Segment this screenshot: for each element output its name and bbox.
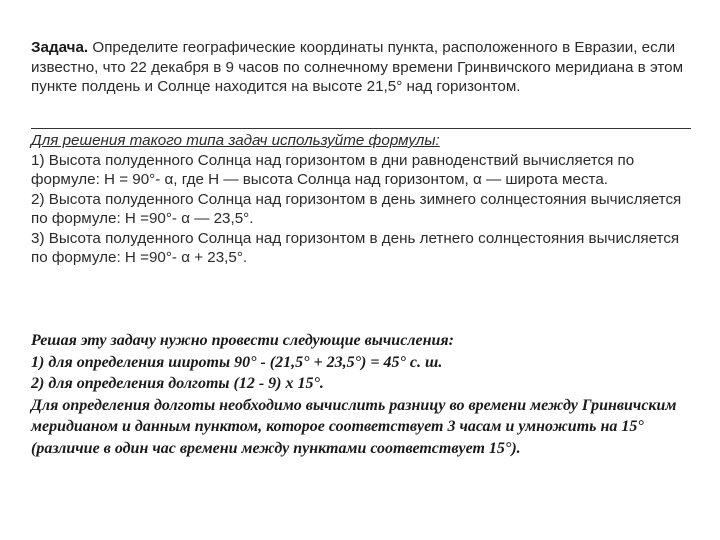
task-text: Определите географические координаты пункта, расположенного в Евразии, если известно, что 22 декабря в 9 часов по солнечному времени Гринвичского меридиана в этом пункте полдень и Солнце находится на высоте 21,5° над горизонтом. [31,39,684,95]
solution-section [31,330,701,459]
solution-step-latitude: 1) для определения широты 90° - (21,5° + 23,5°) = 45° с. ш. [31,353,443,371]
formulas-heading: Для решения такого типа задач используйте формулы: [31,132,440,149]
formulas-section [31,131,691,268]
solution-step-longitude: 2) для определения долготы (12 - 9) х 15°. [31,375,324,392]
divider [31,128,691,129]
formula-item-3: 3) Высота полуденного Солнца над горизонтом в день летнего солнцестояния вычисляется по формуле: Н =90°- α + 23,5°. [31,229,680,266]
formula-item-1: 1) Высота полуденного Солнца над горизонтом в дни равноденствий вычисляется по формуле: Н = 90°- α, где Н — высота Солнца над горизонтом, α — широта места. [31,151,635,188]
task-paragraph [31,38,691,97]
solution-explanation: Для определения долготы необходимо вычислить разницу во времени между Гринвичским меридианом и данным пунктом, которое соответствует 3 часам и умножить на 15° (различие в один час времени между пунктами соответствует 15°). [31,396,677,457]
solution-intro: Решая эту задачу нужно провести следующие вычисления: [31,332,454,349]
formula-item-2: 2) Высота полуденного Солнца над горизонтом в день зимнего солнцестояния вычисляется по формуле: Н =90°- α — 23,5°. [31,190,682,227]
task-label: Задача. [31,39,89,56]
